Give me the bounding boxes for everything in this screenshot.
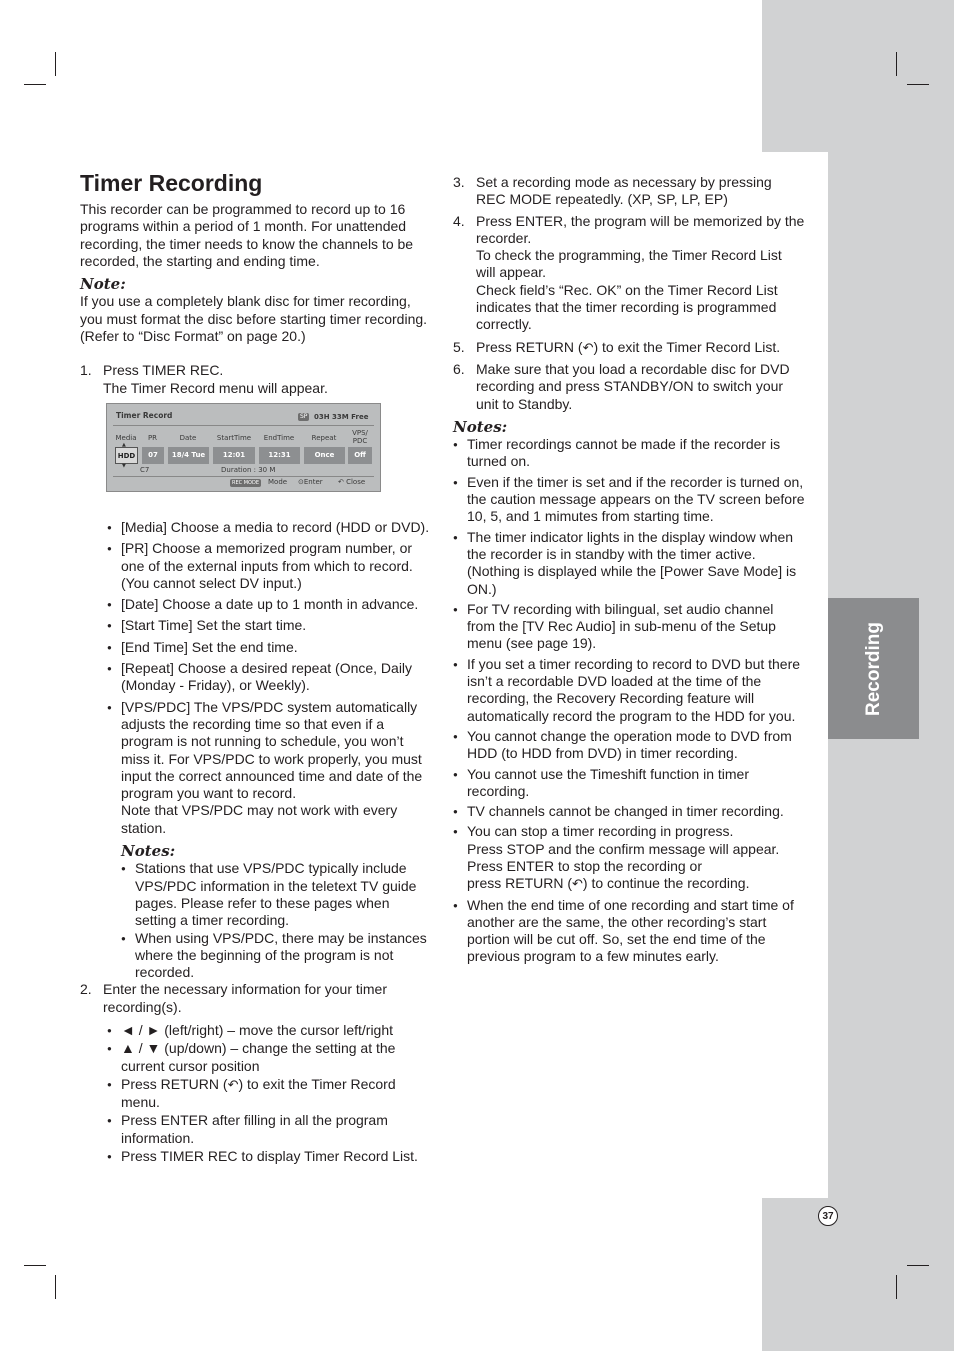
screen-title: Timer Record [116, 411, 173, 420]
divider [113, 425, 374, 426]
header-end: EndTime [263, 434, 295, 442]
note-title: Note: [80, 275, 126, 294]
start-time-cell[interactable]: 12:01 [213, 447, 255, 464]
step-6-text: Make sure that you load a recordable disc for DVD recording and press STANDBY/ON to switch your unit to Standby. [476, 360, 790, 412]
duration-label: Duration : 30 M [221, 466, 276, 474]
crop-mark [24, 84, 46, 85]
down-arrow-icon: ▼ [122, 463, 126, 469]
list-item: ● ▲ / ▼ (up/down) – change the setting at the current cursor position [107, 1040, 432, 1075]
step-number: 5. [453, 338, 465, 355]
step-3 [453, 174, 805, 209]
note-item [453, 823, 805, 893]
header-date: Date [179, 434, 197, 442]
list-item: ● [PR] Choose a memorized program number, or one of the external inputs from which to record. (You cannot select DV input.) [107, 540, 432, 592]
step-number: 6. [453, 360, 465, 377]
timer-record-screen [106, 403, 381, 492]
note-item: ● You cannot change the operation mode to DVD from HDD (to HDD from DVD) in timer recording. [453, 728, 805, 763]
header-media: Media [115, 434, 137, 442]
list-item: ● [Media] Choose a media to record (HDD or DVD). [107, 519, 432, 536]
step-4-line: Check field’s “Rec. OK” on the Timer Record List indicates that the timer recording is programmed correctly. [476, 281, 778, 333]
step-5-text: Press RETURN (↶) to exit the Timer Record List. [476, 338, 781, 356]
return-icon: ↶ [572, 877, 583, 893]
step-4 [453, 213, 805, 334]
notes-title: Notes: [121, 842, 176, 861]
step-number: 3. [453, 174, 465, 190]
step-6 [453, 361, 805, 413]
date-cell[interactable]: 18/4 Tue [168, 447, 209, 464]
note-item: ● If you set a timer recording to record to DVD but there isn’t a recordable DVD loaded at the time of the recording, the Recovery Recording feature will automatically record the program to the HDD for you. [453, 656, 805, 725]
step-number: 4. [453, 212, 465, 229]
page-title: Timer Recording [80, 170, 263, 196]
section-tab-label: Recording [862, 621, 884, 716]
list-item: ● Press RETURN (↶) to exit the Timer Record menu. [107, 1076, 432, 1112]
list-item: ● [Repeat] Choose a desired repeat (Once, Daily (Monday - Friday), or Weekly). [107, 660, 432, 695]
step-number: 1. [80, 362, 92, 379]
intro-text: This recorder can be programmed to record up to 16 programs within a period of 1 month. For unattended recording, the timer needs to know the channels to be recorded, the starting and ending time. [80, 201, 414, 269]
note-item: ● Timer recordings cannot be made if the recorder is turned on. [453, 436, 805, 471]
header-start: StartTime [216, 434, 252, 442]
side-band-top [762, 0, 954, 152]
note-item: ● The timer indicator lights in the display window when the recorder is in standby with the timer active. (Nothing is displayed while the [Power Save Mode] is ON.) [453, 529, 805, 598]
mode-label: Mode [268, 478, 288, 486]
step-5 [453, 339, 805, 357]
left-column [80, 201, 432, 1165]
rec-mode-badge: SP [300, 413, 308, 420]
return-icon: ↶ [582, 340, 594, 356]
note-line: Press STOP and the confirm message will appear. [467, 840, 780, 857]
crop-mark [907, 1265, 929, 1266]
note-line: Press ENTER to stop the recording or [467, 857, 702, 874]
channel-label: C7 [140, 466, 150, 474]
list-item: ● [Date] Choose a date up to 1 month in advance. [107, 596, 432, 613]
crop-mark [55, 1275, 56, 1299]
list-item: ● Press ENTER after filling in all the program information. [107, 1112, 432, 1147]
step-1 [80, 362, 432, 397]
list-item: ● [VPS/PDC] The VPS/PDC system automatically adjusts the recording time so that even if a program is not running to schedule, you won’t miss it. For VPS/PDC to work properly, you must input the correct announced time and date of the program you want to record. [107, 699, 432, 803]
step-1-line: Press TIMER REC. [103, 362, 224, 379]
note-item: ● You cannot use the Timeshift function in timer recording. [453, 766, 805, 801]
crop-mark [896, 1275, 897, 1299]
page-number: 37 [818, 1206, 838, 1226]
media-cell[interactable]: HDD [115, 447, 138, 464]
up-arrow-icon: ▲ [122, 442, 126, 448]
notes-list [453, 436, 805, 966]
side-band-bottom [762, 1198, 954, 1351]
header-pr: PR [147, 434, 158, 442]
step-4-line: Press ENTER, the program will be memorized by the recorder. [476, 212, 805, 246]
note-item: ● TV channels cannot be changed in timer recording. [453, 803, 805, 820]
note-item: ● Stations that use VPS/PDC typically include VPS/PDC information in the teletext TV guide pages. Please refer to these pages when setting a timer recording. [121, 860, 432, 929]
return-icon: ↶ [227, 1077, 239, 1093]
enter-label: ⊙Enter [298, 478, 323, 486]
step-2-text: Enter the necessary information for your timer recording(s). [103, 981, 388, 1015]
repeat-cell[interactable]: Once [304, 447, 345, 464]
note-item: ● When the end time of one recording and start time of another are the same, the other recording’s start portion will be cut off. So, set the end time of the previous program to a few minutes early. [453, 897, 805, 966]
list-item: ● ◄ / ► (left/right) – move the cursor left/right [107, 1022, 432, 1039]
note-line: ● You can stop a timer recording in progress. [467, 823, 734, 840]
header-repeat: Repeat [311, 434, 337, 442]
list-item: ● [End Time] Set the end time. [107, 639, 432, 656]
step-4-line: To check the programming, the Timer Record List will appear. [476, 247, 782, 281]
step-1-line: The Timer Record menu will appear. [103, 379, 328, 396]
right-column [453, 174, 805, 966]
step-3-text: Set a recording mode as necessary by pressing REC MODE repeatedly. (XP, SP, LP, EP) [476, 174, 772, 208]
header-vps: VPS/ PDC [352, 429, 368, 445]
note-item: ● For TV recording with bilingual, set audio channel from the [TV Rec Audio] in sub-menu of the Setup menu (see page 19). [453, 601, 805, 653]
note-item: ● Even if the timer is set and if the recorder is turned on, the caution message appears on the TV screen before 10, 5, and 1 mimutes from starting time. [453, 474, 805, 526]
end-time-cell[interactable]: 12:31 [259, 447, 300, 464]
crop-mark [907, 84, 929, 85]
step-2-bullets [80, 1022, 432, 1165]
note-item: ● When using VPS/PDC, there may be instances where the beginning of the program is not recorded. [121, 930, 432, 982]
step-2 [80, 981, 432, 1016]
vps-cell[interactable]: Off [348, 447, 372, 464]
free-space: 03H 33M Free [314, 413, 369, 421]
list-item: ● [Start Time] Set the start time. [107, 617, 432, 634]
crop-mark [55, 52, 56, 76]
close-label: ↶ Close [338, 478, 366, 486]
divider [113, 476, 374, 477]
step-number: 2. [80, 981, 92, 998]
crop-mark [24, 1265, 46, 1266]
rec-mode-key: REC MODE [232, 480, 259, 486]
note-text: If you use a completely blank disc for timer recording, you must format the disc before starting timer recording. (Refer to “Disc Format” on page 20.) [80, 293, 428, 345]
note-line: press RETURN (↶) to continue the recording. [467, 875, 750, 893]
step-1-bullets [80, 519, 432, 981]
notes-title: Notes: [453, 417, 508, 436]
list-item: ● Press TIMER REC to display Timer Record List. [107, 1148, 432, 1165]
pr-cell[interactable]: 07 [142, 447, 164, 464]
vps-extra: Note that VPS/PDC may not work with every station. [121, 802, 398, 836]
crop-mark [896, 52, 897, 76]
